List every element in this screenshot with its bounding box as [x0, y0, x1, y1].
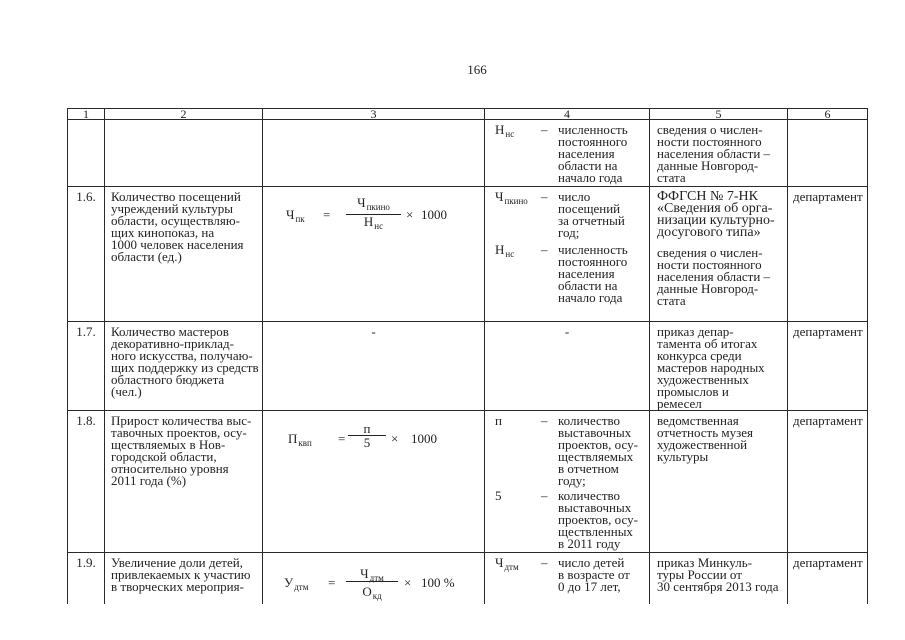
symbol-base: Ч [495, 555, 504, 570]
formula-terms-cell [485, 322, 650, 411]
text-line: художественных [657, 372, 749, 387]
symbol-subscript: кд [372, 591, 382, 601]
calculation-formula [263, 568, 484, 604]
text-line: выставочных [558, 425, 632, 440]
fraction-denominator [346, 214, 401, 231]
text-line: приказ депар- [657, 324, 734, 339]
indicator-name-cell [105, 553, 263, 605]
table-row [68, 553, 868, 605]
data-source-cell [650, 187, 788, 322]
source-block [657, 191, 783, 239]
term-dash: – [541, 555, 548, 570]
formula-factor: 1000 [421, 207, 447, 222]
responsible-cell [788, 322, 868, 411]
symbol-base: П [288, 431, 298, 446]
multiply-sign: × [404, 575, 412, 590]
equals-sign: = [328, 575, 336, 590]
symbol-subscript: пк [295, 214, 305, 224]
text-line: области, осуществляю- [111, 213, 240, 228]
term-description [558, 244, 649, 304]
term-description [558, 415, 649, 487]
text-line: Увеличение доли детей, [111, 555, 243, 570]
symbol-subscript: пкино [504, 196, 528, 206]
column-number-row [68, 109, 868, 120]
multiply-sign: × [406, 207, 414, 222]
text-line: конкурса среди [657, 348, 742, 363]
responsible-cell [788, 411, 868, 553]
text-line: выставочных [558, 500, 632, 515]
term-symbol [495, 490, 541, 550]
symbol-base: Ч [357, 195, 366, 210]
source-block [657, 557, 783, 593]
table-row [68, 411, 868, 553]
responsible-body: департамент [793, 324, 863, 339]
text-line: ществляемых в Нов- [111, 437, 226, 452]
formula-terms-cell [485, 120, 650, 187]
term-description [558, 124, 649, 184]
formula-result-symbol [288, 431, 312, 448]
empty-terms-dash: - [564, 324, 570, 339]
text-line: в творческих мероприя- [111, 579, 244, 594]
text-line: тавочных проектов, осу- [111, 425, 247, 440]
text-line: мастеров народных [657, 360, 765, 375]
text-line: досугового типа» [657, 225, 761, 240]
text-line: год; [558, 225, 580, 240]
text-line: ведомственная [657, 413, 739, 428]
text-line: численность [558, 122, 628, 137]
fraction-numerator: п [363, 421, 371, 436]
column-number: 2 [105, 109, 263, 120]
text-line: в 2011 году [558, 536, 621, 551]
symbol-base: п [495, 413, 502, 428]
term-dash: – [541, 189, 548, 204]
text-line: щих кинопоказ, на [111, 225, 215, 240]
data-source-cell [650, 120, 788, 187]
multiply-sign: × [391, 431, 399, 446]
text-line: проектов, осу- [558, 437, 638, 452]
indicator-table [67, 108, 868, 604]
formula-result-symbol [286, 207, 305, 224]
text-line: ществляемых [558, 449, 634, 464]
text-line: тамента об итогах [657, 336, 758, 351]
text-line: привлекаемых к участию [111, 567, 251, 582]
formula-term [495, 557, 649, 593]
text-line: 0 до 17 лет, [558, 579, 621, 594]
text-line: ремесел [657, 396, 702, 411]
text-line: населения области – [657, 146, 771, 161]
text-line: количество [558, 488, 621, 503]
text-line: отчетность музея [657, 425, 754, 440]
source-block [657, 247, 783, 307]
text-line: Прирост количества выс- [111, 413, 252, 428]
text-line: число [558, 189, 591, 204]
term-symbol [495, 415, 541, 487]
fraction-denominator: 5 [363, 435, 371, 450]
symbol-base: Н [495, 122, 505, 137]
text-line: постоянного [558, 134, 628, 149]
text-line: 2011 года (%) [111, 473, 187, 488]
responsible-body: департамент [793, 189, 863, 204]
text-line: ности постоянного [657, 257, 762, 272]
text-line: области (ед.) [111, 249, 182, 264]
column-number: 6 [788, 109, 868, 120]
row-number: 1.9. [76, 555, 96, 570]
text-line: «Сведения об орга- [657, 201, 773, 216]
column-number: 5 [650, 109, 788, 120]
text-line: сведения о числен- [657, 122, 763, 137]
text-line: данные Новгород- [657, 281, 759, 296]
symbol-base: 5 [495, 488, 502, 503]
text-line: в отчетном [558, 461, 619, 476]
column-number: 3 [263, 109, 485, 120]
source-block [657, 124, 783, 184]
symbol-subscript: пкино [366, 202, 390, 212]
table-row [68, 120, 868, 187]
fraction-denominator [346, 584, 398, 601]
text-line: ществленных [558, 524, 633, 539]
text-line: ного искусства, получаю- [111, 348, 253, 363]
row-number-cell [68, 322, 105, 411]
term-dash: – [541, 242, 548, 257]
text-line: году; [558, 473, 586, 488]
text-line: посещений [558, 201, 621, 216]
data-source-cell [650, 411, 788, 553]
fraction-bar [346, 581, 398, 582]
responsible-cell [788, 120, 868, 187]
term-dash: – [541, 413, 548, 428]
text-line: туры России от [657, 567, 742, 582]
formula-factor: 1000 [411, 431, 437, 446]
symbol-base: Ч [286, 207, 295, 222]
symbol-subscript: нс [505, 129, 515, 139]
text-line: населения области – [657, 269, 771, 284]
text-line: численность [558, 242, 628, 257]
text-line: ности постоянного [657, 134, 762, 149]
row-number-cell [68, 553, 105, 605]
term-dash: – [541, 122, 548, 137]
table-row [68, 187, 868, 322]
text-line: 30 сентября 2013 года [657, 579, 779, 594]
text-line: художественной [657, 437, 748, 452]
formula-terms-cell [485, 411, 650, 553]
formula-cell [263, 120, 485, 187]
formula-terms-cell [485, 553, 650, 605]
symbol-subscript: нс [505, 249, 515, 259]
symbol-subscript: квп [298, 438, 312, 448]
text-line: области на [558, 158, 618, 173]
text-line: 1000 человек населения [111, 237, 244, 252]
term-symbol [495, 124, 541, 184]
symbol-subscript: дтм [369, 573, 384, 583]
page-number: 166 [467, 62, 487, 77]
row-number: 1.7. [76, 324, 96, 339]
formula-cell [263, 411, 485, 553]
text-line: в возрасте от [558, 567, 630, 582]
text-line: за отчетный [558, 213, 625, 228]
formula-cell [263, 322, 485, 411]
formula-terms-cell [485, 187, 650, 322]
text-line: промыслов и [657, 384, 729, 399]
symbol-base: Н [363, 214, 374, 229]
indicator-name-cell [105, 411, 263, 553]
row-number: 1.8. [76, 413, 96, 428]
text-line: декоративно-приклад- [111, 336, 234, 351]
formula-term [495, 191, 649, 239]
text-line: начало года [558, 290, 623, 305]
term-description [558, 557, 649, 593]
text-line: количество [558, 413, 621, 428]
calculation-formula [263, 423, 484, 459]
responsible-body: департамент [793, 413, 863, 428]
symbol-base: Н [495, 242, 505, 257]
symbol-subscript: дтм [294, 582, 309, 592]
text-line: ФФГСН № 7-НК [657, 189, 758, 204]
row-number: 1.6. [76, 189, 96, 204]
text-line: Количество посещений [111, 189, 241, 204]
responsible-body: департамент [793, 555, 863, 570]
responsible-cell [788, 187, 868, 322]
empty-formula-dash: - [371, 324, 376, 339]
fraction-numerator [346, 566, 398, 583]
term-description [558, 191, 649, 239]
formula-cell [263, 187, 485, 322]
term-description [558, 490, 649, 550]
indicator-name-cell [105, 187, 263, 322]
text-line: Количество мастеров [111, 324, 229, 339]
term-symbol [495, 191, 541, 239]
calculation-formula [263, 197, 484, 233]
symbol-subscript: нс [374, 221, 384, 231]
fraction-numerator [346, 195, 401, 212]
equals-sign: = [338, 431, 346, 446]
text-line: населения [558, 266, 615, 281]
responsible-cell [788, 553, 868, 605]
term-dash: – [541, 488, 548, 503]
symbol-base: Ч [360, 566, 369, 581]
text-line: городской области, [111, 449, 217, 464]
indicator-name-cell [105, 120, 263, 187]
text-line: области на [558, 278, 618, 293]
text-line: учреждений культуры [111, 201, 234, 216]
text-line: начало года [558, 170, 623, 185]
text-line: стата [657, 293, 686, 308]
symbol-base: У [284, 575, 294, 590]
row-number-cell [68, 120, 105, 187]
text-line: областного бюджета [111, 372, 225, 387]
text-line: стата [657, 170, 686, 185]
text-line: культуры [657, 449, 709, 464]
symbol-base: О [362, 584, 372, 599]
formula-term [495, 490, 649, 550]
formula-term [495, 244, 649, 304]
term-symbol [495, 557, 541, 593]
text-line: постоянного [558, 254, 628, 269]
text-line: сведения о числен- [657, 245, 763, 260]
column-number: 4 [485, 109, 650, 120]
text-line: данные Новгород- [657, 158, 759, 173]
fraction-bar [346, 214, 401, 215]
source-block [657, 415, 783, 463]
text-line: проектов, осу- [558, 512, 638, 527]
formula-term [495, 415, 649, 487]
equals-sign: = [323, 207, 331, 222]
text-line: населения [558, 146, 615, 161]
table-row [68, 322, 868, 411]
text-line: число детей [558, 555, 625, 570]
text-line: (чел.) [111, 384, 142, 399]
formula-cell [263, 553, 485, 605]
row-number-cell [68, 411, 105, 553]
data-source-cell [650, 553, 788, 605]
symbol-base: Ч [495, 189, 504, 204]
text-line: низации культурно- [657, 213, 775, 228]
indicator-name-cell [105, 322, 263, 411]
text-line: относительно уровня [111, 461, 229, 476]
text-line: щих поддержку из средств [111, 360, 259, 375]
term-symbol [495, 244, 541, 304]
row-number-cell [68, 187, 105, 322]
column-number: 1 [68, 109, 105, 120]
formula-factor: 100 % [421, 575, 455, 590]
text-line: приказ Минкуль- [657, 555, 752, 570]
data-source-cell [650, 322, 788, 411]
source-block [657, 326, 783, 410]
formula-result-symbol [284, 575, 309, 592]
symbol-subscript: дтм [504, 562, 519, 572]
formula-term [495, 124, 649, 184]
